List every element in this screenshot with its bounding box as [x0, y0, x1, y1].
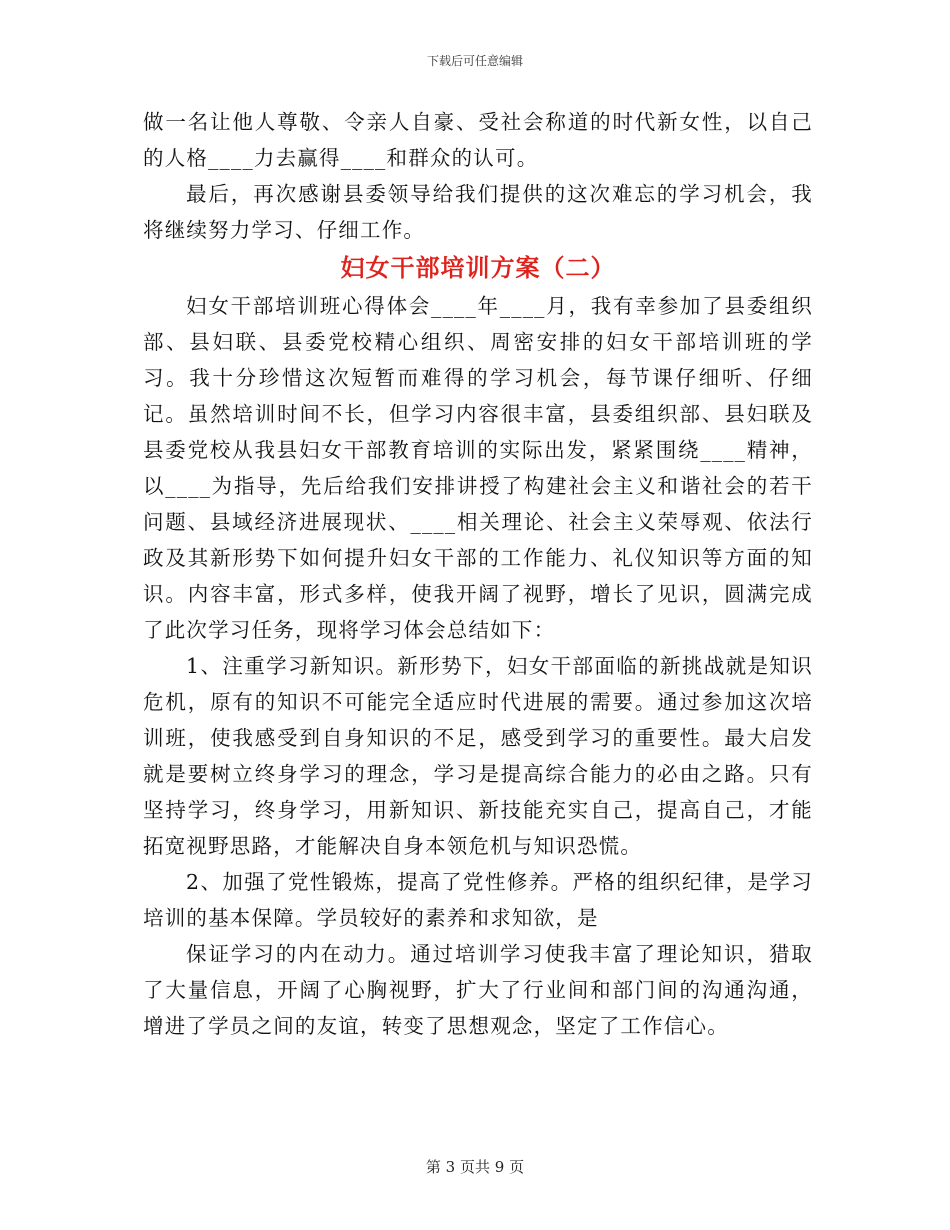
page-number: 第 3 页共 9 页	[425, 1158, 525, 1176]
section-title: 妇女干部培训方案（二）	[340, 254, 616, 282]
paragraph-point-1: 1、注重学习新知识。新形势下，妇女干部面临的新挑战就是知识危机，原有的知识不可能完全适应时代进展的需要。通过参加这次培训班，使我感受到自身知识的不足，感受到学习的重要性。最大启发就是要树立终身学习的理念，学习是提高综合能力的必由之路。只有坚持学习，终身学习，用新知识、新技能充实自己，提高自己，才能拓宽视野思路，才能解决自身本领危机与知识恐慌。	[143, 654, 813, 858]
paragraph-point-2: 2、加强了党性锻炼，提高了党性修养。严格的组织纪律，是学习培训的基本保障。学员较好的素养和求知欲，是	[143, 870, 813, 930]
document-body	[143, 104, 813, 1044]
paragraph-continued: 做一名让他人尊敬、令亲人自豪、受社会称道的时代新女性，以自己的人格____力去赢得____和群众的认可。	[143, 110, 813, 170]
paragraph-point-2-continued: 保证学习的内在动力。通过培训学习使我丰富了理论知识，猎取了大量信息，开阔了心胸视野，扩大了行业间和部门间的沟通沟通，增进了学员之间的友谊，转变了思想观念，坚定了工作信心。	[143, 942, 813, 1038]
page-header: 下载后可任意编辑	[426, 54, 523, 68]
paragraph-closing-thanks: 最后，再次感谢县委领导给我们提供的这次难忘的学习机会，我将继续努力学习、仔细工作。	[143, 182, 813, 242]
paragraph-intro: 妇女干部培训班心得体会____年____月，我有幸参加了县委组织部、县妇联、县委党校精心组织、周密安排的妇女干部培训班的学习。我十分珍惜这次短暂而难得的学习机会，每节课仔细听、仔细记。虽然培训时间不长，但学习内容很丰富，县委组织部、县妇联及县委党校从我县妇女干部教育培训的实际出发，紧紧围绕____精神，以____为指导，先后给我们安排讲授了构建社会主义和谐社会的若干问题、县域经济进展现状、____相关理论、社会主义荣辱观、依法行政及其新形势下如何提升妇女干部的工作能力、礼仪知识等方面的知识。内容丰富，形式多样，使我开阔了视野，增长了见识，圆满完成了此次学习任务，现将学习体会总结如下：	[143, 294, 813, 642]
